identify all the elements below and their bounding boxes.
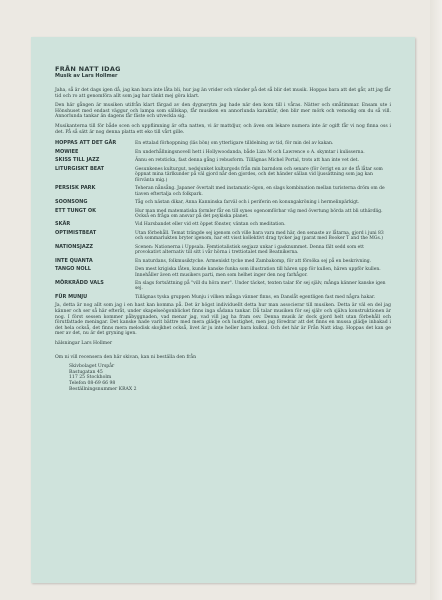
track-title: LITURGISKT BEAT bbox=[55, 165, 105, 172]
track-entry bbox=[55, 209, 391, 220]
track-title: SOONSONG bbox=[55, 198, 88, 205]
track-description: Tåg och nästan dikar, Anna Kanninska farväl och i periferin en konungakröning i hermelinpärkigt. bbox=[135, 199, 360, 205]
address-line: 117 25 Stockholm bbox=[69, 375, 112, 381]
order-note: Om ni vill recensera den här skivan, kan ni beställa den från bbox=[55, 354, 197, 360]
track-description: Gesunkenes kulturgut, nedsjunket kulturgods från min barndom och senare (för övrigt en av de få låtar som öppnat mina tärlkunder på väl gjord når den gjordes, och det händer sällan vid ljussättning som jag kan förvänta mig.) bbox=[135, 166, 383, 183]
track-description: Ännu en retsticka, fast denna gång i rebusform. Tillägnas Michel Portal, trots att han inte vet det. bbox=[135, 158, 359, 164]
intro-paragraph: Musikanterna till för både scen och uppflimning är ofta natten, vi är mattdjur, och även om lekare numera inte är ogift får vi nog finna oss i det. På så sätt är nog denna platta ett eko till vårt gille. bbox=[55, 123, 391, 135]
track-description: Hur man med matematiska formler får en till synes ogenomförbar väg med övertung börda att bli uthärdlig. Också en fråga om ansvar på det psykiska planet. bbox=[135, 208, 383, 219]
track-entry bbox=[55, 267, 391, 278]
track-entry bbox=[55, 158, 391, 164]
intro-paragraph: Jaha, så är det dags igen då, jag kan bara inte låta bli, hur jag än vrider och vänder på det så blir det musik. Hoppas bara att det går, att jag får tid och ro att genomföra allt som jag har tänkt mej göra klart. bbox=[55, 88, 391, 99]
track-description: Tillägnas tyska gruppen Munju i vilken många vänner finns, en Danslåt egentligen fast med några hakar. bbox=[135, 294, 376, 300]
address-line: Bastugatan 45 bbox=[69, 369, 103, 375]
track-entry bbox=[55, 167, 391, 183]
track-title: TANGO NOLL bbox=[55, 266, 91, 273]
track-entry bbox=[55, 186, 391, 197]
track-title: SKÄR bbox=[55, 221, 71, 228]
track-description: En slags fortsättning på "vill du höra mer". Under täcket, texten talar för sej själv, många känner kanske igen sej. bbox=[135, 281, 386, 292]
track-entry bbox=[55, 295, 391, 301]
track-entry bbox=[55, 150, 391, 156]
track-entry bbox=[55, 200, 391, 206]
track-description: Den mest krigiska låten, kunde kanske funka som illustration till hären upp för kullen, hären uppför kullen. Innehåller även ett musikers parti, men som helhet inger den nog farhågor. bbox=[135, 267, 381, 278]
track-title: PERSISK PARK bbox=[55, 185, 96, 192]
track-description: Scenen: Nationerna i Uppsala. Femtiotalistisk segjazz unkar i gasknummet. Denna fält sedd som ett provokativt alternativ till sitt i vår hörna i trettiotalet med Beatnikerna. bbox=[135, 244, 364, 256]
track-list bbox=[55, 141, 391, 300]
track-entry bbox=[55, 231, 391, 242]
outro-paragraph: Ja, detta är nog allt som jag i en hast kan komma på. Det är högst individuellt detta hur man associerar till musiken. Detta är väl en del jag känner och ser så här efteråt, under skapelseögonblicket finns inga sådana tankar. Då talar musiken för sej själv och själva konstruktionen är nog. I först sessen kommer påbyggnaden, vad menar jag, vad vill jag ha fram osv. Denna musik är dock gjord helt utan förbehåll och förutfattade meningar. Det kanske hade varit bättre med mera glädje och lustighet, men jag föredrar att det finns en mussa glädje inbakad i det hela också, det finns mera melodisk skojkhet också, livet är ju inte heller bara kulkul. Och det här är Från Natt idag. Hoppas det kan ge mer av det, nu är det gryning igen. bbox=[55, 303, 391, 337]
address-line: Skivbolaget Urspår bbox=[69, 364, 115, 370]
track-title: INTE QUANTA bbox=[55, 257, 93, 264]
sheet-content bbox=[55, 65, 391, 392]
document-subtitle: Musik av Lars Hollmer bbox=[55, 73, 118, 79]
document-title: FRÅN NATT IDAG bbox=[55, 65, 121, 73]
track-description: Utan förbehåll. Temat trängde sej igenom och ville bara vara med här, den senaste av låtarna, gjord i juni 83 och sommarlukten bryter igenom, har ett visst kollektivt drag tycker jag (parat med Booker T and the MGs.) bbox=[135, 230, 384, 242]
track-description: En naturdans, folkmusiktycke. Armeniskt tycke med Zambakomp, för att försöka sej på en beskrivning. bbox=[135, 258, 372, 264]
track-title: HOPPAS ATT DET GÅR bbox=[55, 140, 117, 147]
track-entry bbox=[55, 141, 391, 147]
track-description: En ettalad förhoppning (läs bön) om ytterligare tilldelning av tid, för min del av kakan. bbox=[135, 141, 334, 147]
track-title: ETT TUNGT OK bbox=[55, 207, 97, 214]
track-title: MOWIEE bbox=[55, 148, 79, 155]
track-title: MÖRKRÄDD VALS bbox=[55, 280, 104, 286]
intro-paragraph: Den här gången är musiken utifrån klart färgad av den dygnsrytm jag hade när den kom till i våras. Nätter och småtimmar. Ensam ute i Hönshuset med endast väggur och lampa som sällskap, får musiken en annorlunda karaktär, den blir mer mörk och vemodig om du så vill. Annorlunda tankar än dagens får fäste och utveckla sig. bbox=[55, 103, 391, 120]
track-entry bbox=[55, 259, 391, 265]
track-entry bbox=[55, 245, 391, 256]
paper-sheet bbox=[31, 37, 415, 583]
track-description: En underhållningsnovell hett i Hollywoodanda, både Liza M och Lawrence o A. skymtar i kulisserna. bbox=[135, 149, 365, 155]
track-entry bbox=[55, 281, 391, 292]
signature: hälsningar Lars Hollmer bbox=[55, 340, 113, 346]
backdrop bbox=[430, 0, 442, 600]
track-entry bbox=[55, 222, 391, 228]
address-line: Telefon 08-69 66 98 bbox=[69, 380, 116, 386]
address-line: Beställningsnummer KRAX 2 bbox=[69, 386, 137, 392]
track-title: SKISS TILL JAZZ bbox=[55, 157, 100, 164]
track-description: Teheran nånsång. Japaner övertalt med instamatic-ögon, en slags kombination mellan turisterna dröm om de tiaven eftertalja och folkpark. bbox=[135, 186, 385, 197]
track-title: OPTIMISTBEAT bbox=[55, 229, 97, 236]
track-title: FÜR MUNJU bbox=[55, 293, 88, 300]
track-title: NATIONSJAZZ bbox=[55, 243, 93, 250]
track-description: Vid Harsbandet eller vid ett öppet fönster, väntan och meditation. bbox=[135, 222, 286, 228]
